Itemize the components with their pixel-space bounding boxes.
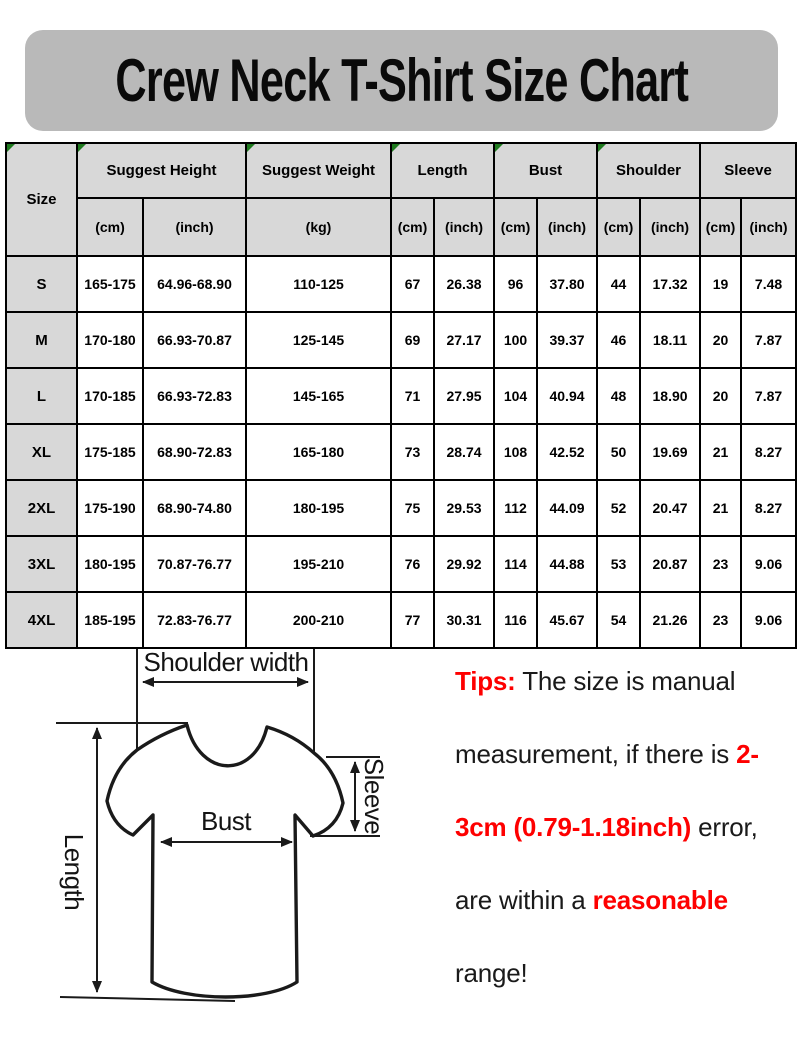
value-cell: 21 [700,424,741,480]
value-cell: 66.93-72.83 [143,368,246,424]
unit-header-inch: (inch) [741,198,796,256]
tips-text: range! [455,958,528,988]
value-cell: 21 [700,480,741,536]
value-cell: 20.47 [640,480,700,536]
tips-line [455,645,790,718]
value-cell: 27.17 [434,312,494,368]
table-row [6,536,796,592]
value-cell: 44.09 [537,480,597,536]
value-cell: 145-165 [246,368,391,424]
value-cell: 7.48 [741,256,796,312]
value-cell: 23 [700,536,741,592]
value-cell: 29.92 [434,536,494,592]
value-cell: 195-210 [246,536,391,592]
value-cell: 66.93-70.87 [143,312,246,368]
value-cell: 67 [391,256,434,312]
size-chart-table [5,142,797,649]
value-cell: 116 [494,592,537,648]
value-cell: 108 [494,424,537,480]
tips-text: measurement, if there is [455,739,737,769]
value-cell: 50 [597,424,640,480]
value-cell: 68.90-74.80 [143,480,246,536]
value-cell: 37.80 [537,256,597,312]
length-label: Length [59,833,89,911]
size-label-cell: 4XL [6,592,77,648]
unit-header-kg: (kg) [246,198,391,256]
value-cell: 104 [494,368,537,424]
unit-header-inch: (inch) [143,198,246,256]
value-cell: 175-190 [77,480,143,536]
value-cell: 48 [597,368,640,424]
column-header-sleeve: Sleeve [700,143,796,198]
value-cell: 42.52 [537,424,597,480]
value-cell: 52 [597,480,640,536]
value-cell: 70.87-76.77 [143,536,246,592]
value-cell: 114 [494,536,537,592]
value-cell: 75 [391,480,434,536]
unit-header-inch: (inch) [537,198,597,256]
tips-text: are within a [455,885,593,915]
table-header-unit-row [6,198,796,256]
value-cell: 20 [700,368,741,424]
unit-header-cm: (cm) [597,198,640,256]
column-header-suggest-weight: Suggest Weight [246,143,391,198]
unit-header-inch: (inch) [434,198,494,256]
tips-line [455,718,790,791]
tips-line [455,791,790,864]
column-header-bust: Bust [494,143,597,198]
value-cell: 46 [597,312,640,368]
unit-header-cm: (cm) [700,198,741,256]
value-cell: 165-180 [246,424,391,480]
table-row [6,592,796,648]
table-row [6,312,796,368]
value-cell: 45.67 [537,592,597,648]
column-header-suggest-height: Suggest Height [77,143,246,198]
value-cell: 77 [391,592,434,648]
value-cell: 7.87 [741,368,796,424]
size-label-cell: XL [6,424,77,480]
value-cell: 20 [700,312,741,368]
value-cell: 19.69 [640,424,700,480]
value-cell: 73 [391,424,434,480]
value-cell: 100 [494,312,537,368]
tshirt-outline [107,725,343,997]
value-cell: 68.90-72.83 [143,424,246,480]
table-row [6,424,796,480]
value-cell: 54 [597,592,640,648]
tips-highlight: reasonable [592,885,728,915]
value-cell: 20.87 [640,536,700,592]
value-cell: 165-175 [77,256,143,312]
tips-highlight: Tips: [455,666,516,696]
value-cell: 30.31 [434,592,494,648]
value-cell: 26.38 [434,256,494,312]
value-cell: 8.27 [741,424,796,480]
column-header-shoulder: Shoulder [597,143,700,198]
value-cell: 17.32 [640,256,700,312]
value-cell: 53 [597,536,640,592]
value-cell: 185-195 [77,592,143,648]
value-cell: 19 [700,256,741,312]
bust-label: Bust [200,806,252,836]
title-banner [25,30,778,131]
value-cell: 9.06 [741,536,796,592]
size-label-cell: 3XL [6,536,77,592]
size-label-cell: M [6,312,77,368]
value-cell: 64.96-68.90 [143,256,246,312]
size-label-cell: 2XL [6,480,77,536]
value-cell: 29.53 [434,480,494,536]
column-header-length: Length [391,143,494,198]
value-cell: 76 [391,536,434,592]
value-cell: 44 [597,256,640,312]
value-cell: 110-125 [246,256,391,312]
tips-text: The size is manual [515,666,736,696]
table-row [6,480,796,536]
value-cell: 69 [391,312,434,368]
page-title: Crew Neck T-Shirt Size Chart [115,47,688,114]
value-cell: 96 [494,256,537,312]
column-header-size: Size [6,143,77,256]
value-cell: 39.37 [537,312,597,368]
size-label-cell: S [6,256,77,312]
value-cell: 72.83-76.77 [143,592,246,648]
sleeve-label: Sleeve [359,757,389,835]
value-cell: 170-185 [77,368,143,424]
value-cell: 18.90 [640,368,700,424]
value-cell: 125-145 [246,312,391,368]
value-cell: 40.94 [537,368,597,424]
value-cell: 200-210 [246,592,391,648]
tips-highlight: 3cm (0.79-1.18inch) [455,812,692,842]
tips-text: error, [691,812,758,842]
value-cell: 8.27 [741,480,796,536]
unit-header-cm: (cm) [391,198,434,256]
value-cell: 23 [700,592,741,648]
value-cell: 9.06 [741,592,796,648]
shoulder-width-label: Shoulder width [143,648,309,677]
tshirt-measurement-diagram [40,648,460,1040]
size-label-cell: L [6,368,77,424]
tips-line [455,864,790,937]
value-cell: 18.11 [640,312,700,368]
unit-header-cm: (cm) [77,198,143,256]
value-cell: 112 [494,480,537,536]
tips-line [455,937,790,1010]
value-cell: 180-195 [77,536,143,592]
table-row [6,256,796,312]
value-cell: 27.95 [434,368,494,424]
tips-block [455,645,790,1010]
value-cell: 175-185 [77,424,143,480]
value-cell: 28.74 [434,424,494,480]
value-cell: 21.26 [640,592,700,648]
size-table-body [6,256,796,648]
value-cell: 44.88 [537,536,597,592]
tips-highlight: 2- [736,739,759,769]
value-cell: 71 [391,368,434,424]
unit-header-inch: (inch) [640,198,700,256]
table-row [6,368,796,424]
value-cell: 7.87 [741,312,796,368]
value-cell: 170-180 [77,312,143,368]
unit-header-cm: (cm) [494,198,537,256]
table-header-group-row [6,143,796,198]
value-cell: 180-195 [246,480,391,536]
